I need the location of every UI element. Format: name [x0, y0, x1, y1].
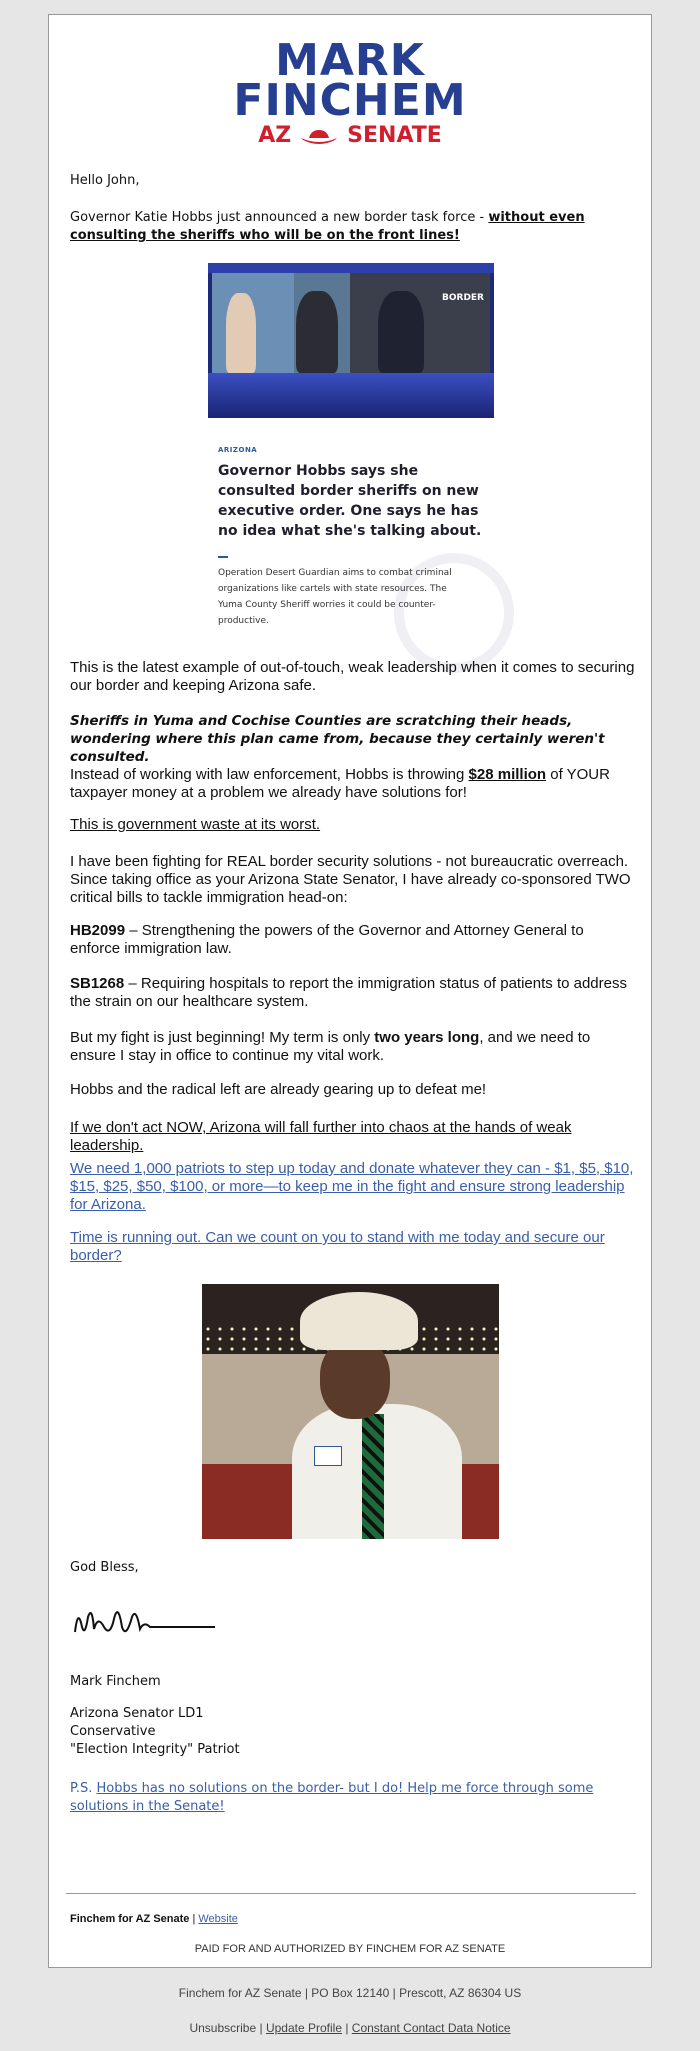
logo-line-1: MARK	[275, 35, 425, 86]
tv-broadcast-image	[208, 263, 494, 418]
signer-title-3: "Election Integrity" Patriot	[70, 1742, 240, 1757]
cowboy-hat-icon	[299, 128, 339, 144]
email-footer-links: Unsubscribe | Update Profile | Constant Contact Data Notice	[189, 2021, 511, 2035]
candidate-photo	[202, 1284, 499, 1539]
paragraph-1: This is the latest example of out-of-touch, weak leadership when it comes to securing our border and keeping Arizona safe.	[70, 659, 635, 694]
donate-link-1[interactable]: We need 1,000 patriots to step up today and donate whatever they can - $1, $5, $10, $15, $25, $50, $100, or more—to keep me in the fight and ensure strong leadership for Arizona.	[70, 1160, 634, 1213]
greeting: Hello John,	[70, 173, 140, 188]
bill-id: HB2099	[70, 922, 126, 939]
website-link[interactable]: Website	[198, 1913, 238, 1925]
bill-id: SB1268	[70, 975, 125, 992]
paragraph-6: But my fight is just beginning! My term is only two years long, and we need to ensure I stay in office to continue my vital work.	[70, 1029, 591, 1064]
signer-title-1: Arizona Senator LD1	[70, 1706, 204, 1721]
logo-line-2: FINCHEM	[233, 75, 467, 126]
paragraph-7: Hobbs and the radical left are already gearing up to defeat me!	[70, 1081, 487, 1098]
logo-office: SENATE	[347, 123, 442, 148]
footer-org-line: Finchem for AZ Senate | Website	[70, 1913, 238, 1925]
paragraph-8: If we don't act NOW, Arizona will fall further into chaos at the hands of weak leadership.	[70, 1119, 572, 1154]
logo-state: AZ	[258, 123, 292, 148]
closing: God Bless,	[70, 1560, 139, 1575]
news-subtext: Operation Desert Guardian aims to combat criminal organizations like cartels with state resources. The Yuma County Sheriff worries it could be counter-productive.	[218, 568, 452, 626]
divider	[218, 556, 228, 558]
paragraph-5: I have been fighting for REAL border security solutions - not bureaucratic overreach. Since taking office as your Arizona State Senator, I have already co-sponsored TWO critical bills to tackle immigration head-on:	[70, 853, 631, 906]
mailing-address: Finchem for AZ Senate | PO Box 12140 | Prescott, AZ 86304 US	[178, 1986, 522, 2000]
data-notice-link[interactable]: Constant Contact Data Notice	[351, 2021, 511, 2035]
intro-emphasis: without even consulting the sheriffs who will be on the front lines!	[70, 210, 585, 243]
donate-link-2[interactable]: Time is running out. Can we count on you to stand with me today and secure our border?	[70, 1229, 605, 1264]
signature-image	[70, 1597, 220, 1647]
bill-hb2099: HB2099 – Strengthening the powers of the Governor and Attorney General to enforce immigration law.	[70, 922, 584, 957]
paragraph-3: Instead of working with law enforcement, Hobbs is throwing $28 million of YOUR taxpayer money at a problem we already have solutions for!	[70, 766, 610, 801]
paragraph-4: This is government waste at its worst.	[70, 816, 321, 833]
bill-sb1268: SB1268 – Requiring hospitals to report the immigration status of patients to address the strain on our healthcare system.	[70, 975, 627, 1010]
signer-name: Mark Finchem	[70, 1674, 161, 1689]
campaign-logo	[49, 35, 651, 148]
name-tag	[314, 1446, 342, 1466]
paragraph-2: Sheriffs in Yuma and Cochise Counties are scratching their heads, wondering where this plan came from, because they certainly weren't consulted.	[70, 713, 605, 765]
intro-paragraph	[70, 209, 636, 245]
signer-title-2: Conservative	[70, 1724, 156, 1739]
email-card	[48, 14, 652, 1968]
news-tag: ARIZONA	[218, 446, 258, 454]
news-headline: Governor Hobbs says she consulted border sheriffs on new executive order. One says he has no idea what she's talking about.	[218, 463, 482, 539]
tv-badge: BORDER	[442, 293, 484, 303]
ps-link[interactable]: Hobbs has no solutions on the border- but I do! Help me force through some solutions in the Senate!	[70, 1781, 594, 1814]
update-profile-link[interactable]: Update Profile	[265, 2021, 342, 2035]
news-article-image[interactable]	[208, 263, 494, 638]
ps-paragraph	[70, 1780, 636, 1816]
disclaimer: PAID FOR AND AUTHORIZED BY FINCHEM FOR AZ SENATE	[194, 1943, 506, 1955]
ps-label: P.S.	[70, 1781, 97, 1796]
footer-org: Finchem for AZ Senate	[70, 1913, 190, 1925]
footer-divider	[66, 1893, 636, 1894]
intro-text: Governor Katie Hobbs just announced a new border task force -	[70, 210, 489, 225]
amount: $28 million	[468, 766, 547, 783]
unsubscribe-link[interactable]: Unsubscribe	[189, 2021, 257, 2035]
